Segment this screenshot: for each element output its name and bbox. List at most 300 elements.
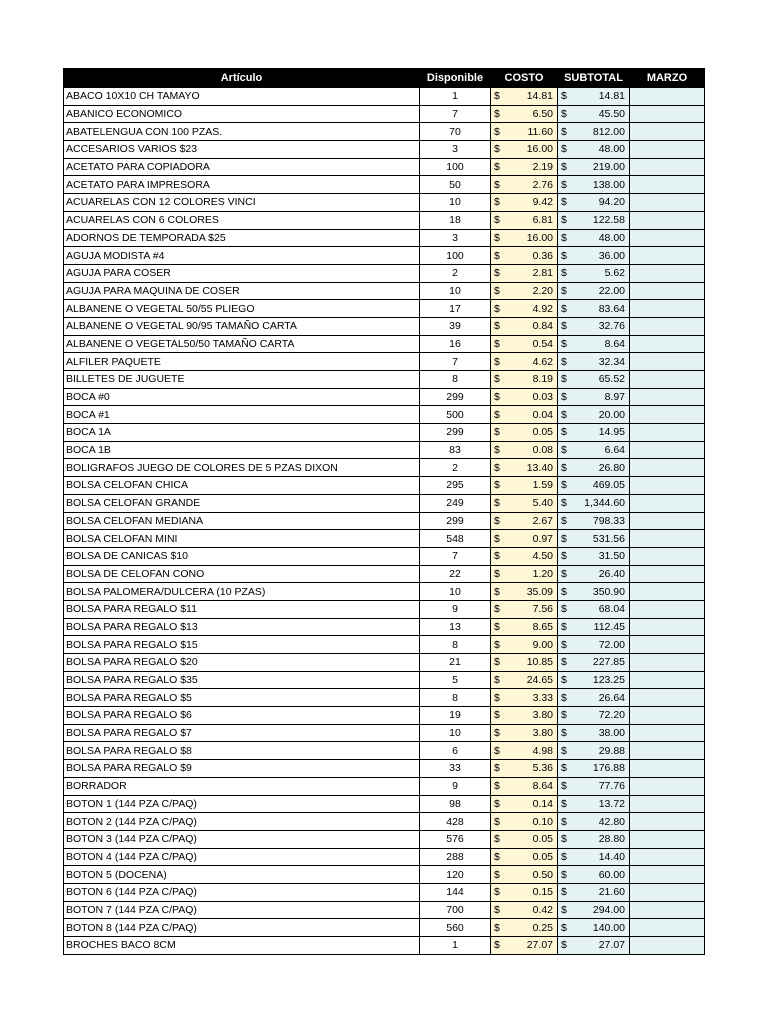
cell-disponible[interactable]: 10 <box>420 194 491 212</box>
cell-marzo[interactable] <box>630 530 705 548</box>
cell-articulo[interactable]: BOLSA CELOFAN MEDIANA <box>64 512 420 530</box>
cell-marzo[interactable] <box>630 88 705 106</box>
subtotal-amount: 140.00 <box>592 921 625 934</box>
cell-subtotal[interactable] <box>558 388 630 406</box>
cell-articulo[interactable]: ACETATO PARA COPIADORA <box>64 158 420 176</box>
cell-articulo[interactable]: BOTON 6 (144 PZA C/PAQ) <box>64 883 420 901</box>
cell-articulo[interactable]: ACUARELAS CON 6 COLORES <box>64 211 420 229</box>
cell-costo[interactable] <box>491 830 558 848</box>
cell-disponible[interactable]: 500 <box>420 406 491 424</box>
subtotal-amount: 122.58 <box>592 214 625 227</box>
cell-articulo[interactable]: AGUJA MODISTA #4 <box>64 247 420 265</box>
cell-marzo[interactable] <box>630 211 705 229</box>
cell-costo[interactable] <box>491 247 558 265</box>
cell-costo[interactable] <box>491 300 558 318</box>
cell-subtotal[interactable] <box>558 264 630 282</box>
cell-disponible[interactable]: 700 <box>420 901 491 919</box>
cell-articulo[interactable]: BOLSA PARA REGALO $15 <box>64 636 420 654</box>
costo-amount: 0.36 <box>532 249 553 262</box>
costo-amount: 0.14 <box>532 797 553 810</box>
cell-disponible[interactable]: 5 <box>420 671 491 689</box>
cell-articulo[interactable]: BOLSA PARA REGALO $35 <box>64 671 420 689</box>
cell-costo[interactable] <box>491 158 558 176</box>
currency-symbol: $ <box>494 903 500 916</box>
table-row <box>64 866 705 884</box>
cell-costo[interactable] <box>491 371 558 389</box>
cell-marzo[interactable] <box>630 158 705 176</box>
cell-costo[interactable] <box>491 777 558 795</box>
currency-symbol: $ <box>494 727 500 740</box>
cell-costo[interactable] <box>491 689 558 707</box>
cell-subtotal[interactable] <box>558 317 630 335</box>
cell-marzo[interactable] <box>630 760 705 778</box>
cell-marzo[interactable] <box>630 742 705 760</box>
cell-disponible[interactable]: 9 <box>420 600 491 618</box>
cell-costo[interactable] <box>491 707 558 725</box>
cell-disponible[interactable]: 100 <box>420 247 491 265</box>
cell-articulo[interactable]: ALBANENE O VEGETAL 50/55 PLIEGO <box>64 300 420 318</box>
cell-subtotal[interactable] <box>558 565 630 583</box>
currency-symbol: $ <box>494 939 500 952</box>
cell-subtotal[interactable] <box>558 176 630 194</box>
cell-costo[interactable] <box>491 406 558 424</box>
cell-subtotal[interactable] <box>558 141 630 159</box>
cell-marzo[interactable] <box>630 565 705 583</box>
cell-costo[interactable] <box>491 194 558 212</box>
cell-marzo[interactable] <box>630 371 705 389</box>
cell-costo[interactable] <box>491 671 558 689</box>
cell-costo[interactable] <box>491 459 558 477</box>
currency-symbol: $ <box>561 603 567 616</box>
currency-symbol: $ <box>561 833 567 846</box>
cell-disponible[interactable]: 295 <box>420 477 491 495</box>
table-row <box>64 388 705 406</box>
cell-subtotal[interactable] <box>558 724 630 742</box>
cell-costo[interactable] <box>491 866 558 884</box>
cell-marzo[interactable] <box>630 777 705 795</box>
costo-value <box>493 550 555 562</box>
cell-articulo[interactable]: BOLSA PARA REGALO $8 <box>64 742 420 760</box>
cell-costo[interactable] <box>491 264 558 282</box>
cell-articulo[interactable]: BOCA #0 <box>64 388 420 406</box>
cell-disponible[interactable]: 22 <box>420 565 491 583</box>
cell-marzo[interactable] <box>630 654 705 672</box>
cell-articulo[interactable]: ABANICO ECONOMICO <box>64 105 420 123</box>
subtotal-value <box>560 267 627 279</box>
cell-subtotal[interactable] <box>558 353 630 371</box>
cell-marzo[interactable] <box>630 282 705 300</box>
cell-marzo[interactable] <box>630 512 705 530</box>
cell-subtotal[interactable] <box>558 671 630 689</box>
cell-marzo[interactable] <box>630 830 705 848</box>
cell-articulo[interactable]: BOLSA PARA REGALO $9 <box>64 760 420 778</box>
cell-marzo[interactable] <box>630 866 705 884</box>
cell-disponible[interactable]: 98 <box>420 795 491 813</box>
cell-disponible[interactable]: 299 <box>420 424 491 442</box>
cell-costo[interactable] <box>491 477 558 495</box>
cell-marzo[interactable] <box>630 459 705 477</box>
inventory-table <box>63 68 705 955</box>
cell-costo[interactable] <box>491 494 558 512</box>
cell-marzo[interactable] <box>630 883 705 901</box>
cell-marzo[interactable] <box>630 317 705 335</box>
cell-articulo[interactable]: BORRADOR <box>64 777 420 795</box>
cell-marzo[interactable] <box>630 547 705 565</box>
cell-articulo[interactable]: BOLSA PARA REGALO $13 <box>64 618 420 636</box>
cell-disponible[interactable]: 2 <box>420 459 491 477</box>
cell-subtotal[interactable] <box>558 901 630 919</box>
cell-costo[interactable] <box>491 583 558 601</box>
cell-articulo[interactable]: BOTON 7 (144 PZA C/PAQ) <box>64 901 420 919</box>
cell-articulo[interactable]: AGUJA PARA COSER <box>64 264 420 282</box>
currency-symbol: $ <box>561 868 567 881</box>
cell-marzo[interactable] <box>630 424 705 442</box>
subtotal-amount: 8.64 <box>604 337 625 350</box>
cell-marzo[interactable] <box>630 141 705 159</box>
table-row <box>64 176 705 194</box>
cell-marzo[interactable] <box>630 901 705 919</box>
cell-articulo[interactable]: ABACO 10X10 CH TAMAYO <box>64 88 420 106</box>
cell-disponible[interactable]: 3 <box>420 141 491 159</box>
cell-subtotal[interactable] <box>558 654 630 672</box>
cell-disponible[interactable]: 21 <box>420 654 491 672</box>
cell-articulo[interactable]: ALBANENE O VEGETAL50/50 TAMAÑO CARTA <box>64 335 420 353</box>
costo-value <box>493 816 555 828</box>
cell-marzo[interactable] <box>630 247 705 265</box>
cell-marzo[interactable] <box>630 848 705 866</box>
cell-subtotal[interactable] <box>558 707 630 725</box>
cell-articulo[interactable]: BOLIGRAFOS JUEGO DE COLORES DE 5 PZAS DIXON <box>64 459 420 477</box>
cell-disponible[interactable]: 3 <box>420 229 491 247</box>
table-row <box>64 600 705 618</box>
subtotal-value <box>560 285 627 297</box>
cell-disponible[interactable]: 560 <box>420 919 491 937</box>
cell-subtotal[interactable] <box>558 477 630 495</box>
cell-subtotal[interactable] <box>558 229 630 247</box>
cell-marzo[interactable] <box>630 229 705 247</box>
cell-disponible[interactable]: 10 <box>420 724 491 742</box>
cell-disponible[interactable]: 1 <box>420 88 491 106</box>
cell-marzo[interactable] <box>630 689 705 707</box>
cell-disponible[interactable]: 50 <box>420 176 491 194</box>
header-subtotal: SUBTOTAL <box>558 69 630 88</box>
cell-disponible[interactable]: 8 <box>420 689 491 707</box>
cell-costo[interactable] <box>491 141 558 159</box>
cell-disponible[interactable]: 8 <box>420 371 491 389</box>
cell-marzo[interactable] <box>630 707 705 725</box>
cell-costo[interactable] <box>491 636 558 654</box>
cell-disponible[interactable]: 576 <box>420 830 491 848</box>
cell-articulo[interactable]: BOLSA DE CELOFAN CONO <box>64 565 420 583</box>
currency-symbol: $ <box>561 497 567 510</box>
cell-subtotal[interactable] <box>558 618 630 636</box>
cell-disponible[interactable]: 120 <box>420 866 491 884</box>
cell-subtotal[interactable] <box>558 919 630 937</box>
cell-subtotal[interactable] <box>558 459 630 477</box>
cell-marzo[interactable] <box>630 636 705 654</box>
cell-costo[interactable] <box>491 883 558 901</box>
subtotal-value <box>560 568 627 580</box>
cell-marzo[interactable] <box>630 724 705 742</box>
cell-disponible[interactable]: 249 <box>420 494 491 512</box>
cell-costo[interactable] <box>491 88 558 106</box>
cell-articulo[interactable]: BOLSA PALOMERA/DULCERA (10 PZAS) <box>64 583 420 601</box>
cell-articulo[interactable]: BOTON 8 (144 PZA C/PAQ) <box>64 919 420 937</box>
cell-articulo[interactable]: BOLSA DE CANICAS $10 <box>64 547 420 565</box>
costo-amount: 2.19 <box>532 161 553 174</box>
cell-costo[interactable] <box>491 618 558 636</box>
cell-costo[interactable] <box>491 530 558 548</box>
table-row <box>64 194 705 212</box>
cell-subtotal[interactable] <box>558 123 630 141</box>
cell-subtotal[interactable] <box>558 247 630 265</box>
cell-articulo[interactable]: BOLSA CELOFAN MINI <box>64 530 420 548</box>
cell-subtotal[interactable] <box>558 760 630 778</box>
costo-amount: 2.81 <box>532 267 553 280</box>
cell-articulo[interactable]: BOTON 2 (144 PZA C/PAQ) <box>64 813 420 831</box>
cell-subtotal[interactable] <box>558 88 630 106</box>
cell-costo[interactable] <box>491 742 558 760</box>
cell-disponible[interactable]: 9 <box>420 777 491 795</box>
cell-articulo[interactable]: BOCA #1 <box>64 406 420 424</box>
cell-disponible[interactable]: 2 <box>420 264 491 282</box>
cell-marzo[interactable] <box>630 441 705 459</box>
cell-articulo[interactable]: BOTON 5 (DOCENA) <box>64 866 420 884</box>
cell-subtotal[interactable] <box>558 777 630 795</box>
cell-costo[interactable] <box>491 919 558 937</box>
cell-costo[interactable] <box>491 813 558 831</box>
cell-costo[interactable] <box>491 600 558 618</box>
costo-value <box>493 320 555 332</box>
costo-value <box>493 285 555 297</box>
cell-articulo[interactable]: BOLSA PARA REGALO $11 <box>64 600 420 618</box>
cell-articulo[interactable]: BOCA 1B <box>64 441 420 459</box>
cell-articulo[interactable]: ACETATO PARA IMPRESORA <box>64 176 420 194</box>
cell-articulo[interactable]: BOTON 4 (144 PZA C/PAQ) <box>64 848 420 866</box>
currency-symbol: $ <box>494 196 500 209</box>
cell-subtotal[interactable] <box>558 335 630 353</box>
cell-disponible[interactable]: 8 <box>420 636 491 654</box>
currency-symbol: $ <box>561 762 567 775</box>
cell-costo[interactable] <box>491 547 558 565</box>
cell-marzo[interactable] <box>630 105 705 123</box>
costo-value <box>493 533 555 545</box>
cell-costo[interactable] <box>491 211 558 229</box>
cell-subtotal[interactable] <box>558 795 630 813</box>
cell-articulo[interactable]: BILLETES DE JUGUETE <box>64 371 420 389</box>
cell-subtotal[interactable] <box>558 636 630 654</box>
cell-subtotal[interactable] <box>558 830 630 848</box>
cell-disponible[interactable]: 100 <box>420 158 491 176</box>
cell-disponible[interactable]: 7 <box>420 547 491 565</box>
costo-value <box>493 179 555 191</box>
cell-subtotal[interactable] <box>558 866 630 884</box>
cell-disponible[interactable]: 33 <box>420 760 491 778</box>
cell-disponible[interactable]: 299 <box>420 388 491 406</box>
currency-symbol: $ <box>561 196 567 209</box>
cell-marzo[interactable] <box>630 618 705 636</box>
header-costo: COSTO <box>491 69 558 88</box>
cell-disponible[interactable]: 7 <box>420 105 491 123</box>
cell-marzo[interactable] <box>630 813 705 831</box>
table-row <box>64 565 705 583</box>
cell-costo[interactable] <box>491 353 558 371</box>
cell-subtotal[interactable] <box>558 600 630 618</box>
cell-marzo[interactable] <box>630 583 705 601</box>
subtotal-amount: 77.76 <box>598 780 625 793</box>
costo-value <box>493 727 555 739</box>
costo-amount: 0.05 <box>532 850 553 863</box>
cell-costo[interactable] <box>491 654 558 672</box>
cell-subtotal[interactable] <box>558 371 630 389</box>
cell-costo[interactable] <box>491 317 558 335</box>
subtotal-amount: 60.00 <box>598 868 625 881</box>
cell-articulo[interactable]: BOLSA CELOFAN CHICA <box>64 477 420 495</box>
subtotal-amount: 20.00 <box>598 408 625 421</box>
costo-value <box>493 603 555 615</box>
cell-disponible[interactable]: 39 <box>420 317 491 335</box>
cell-disponible[interactable]: 1 <box>420 937 491 955</box>
cell-costo[interactable] <box>491 937 558 955</box>
cell-costo[interactable] <box>491 901 558 919</box>
cell-subtotal[interactable] <box>558 512 630 530</box>
subtotal-value <box>560 833 627 845</box>
cell-subtotal[interactable] <box>558 583 630 601</box>
cell-subtotal[interactable] <box>558 883 630 901</box>
cell-articulo[interactable]: BROCHES BACO 8CM <box>64 937 420 955</box>
cell-disponible[interactable]: 70 <box>420 123 491 141</box>
cell-marzo[interactable] <box>630 388 705 406</box>
cell-marzo[interactable] <box>630 264 705 282</box>
costo-value <box>493 126 555 138</box>
cell-subtotal[interactable] <box>558 211 630 229</box>
cell-marzo[interactable] <box>630 795 705 813</box>
cell-disponible[interactable]: 299 <box>420 512 491 530</box>
cell-costo[interactable] <box>491 565 558 583</box>
cell-articulo[interactable]: BOLSA PARA REGALO $7 <box>64 724 420 742</box>
cell-marzo[interactable] <box>630 194 705 212</box>
cell-articulo[interactable]: ACUARELAS CON 12 COLORES VINCI <box>64 194 420 212</box>
cell-articulo[interactable]: ALFILER PAQUETE <box>64 353 420 371</box>
cell-costo[interactable] <box>491 176 558 194</box>
cell-marzo[interactable] <box>630 335 705 353</box>
cell-subtotal[interactable] <box>558 105 630 123</box>
cell-disponible[interactable]: 10 <box>420 583 491 601</box>
cell-disponible[interactable]: 17 <box>420 300 491 318</box>
cell-costo[interactable] <box>491 229 558 247</box>
cell-subtotal[interactable] <box>558 530 630 548</box>
cell-marzo[interactable] <box>630 176 705 194</box>
cell-costo[interactable] <box>491 724 558 742</box>
cell-marzo[interactable] <box>630 300 705 318</box>
cell-articulo[interactable]: BOTON 1 (144 PZA C/PAQ) <box>64 795 420 813</box>
table-row <box>64 512 705 530</box>
subtotal-amount: 26.64 <box>598 691 625 704</box>
cell-subtotal[interactable] <box>558 689 630 707</box>
cell-disponible[interactable]: 10 <box>420 282 491 300</box>
cell-subtotal[interactable] <box>558 300 630 318</box>
cell-disponible[interactable]: 19 <box>420 707 491 725</box>
cell-subtotal[interactable] <box>558 494 630 512</box>
cell-costo[interactable] <box>491 848 558 866</box>
cell-costo[interactable] <box>491 123 558 141</box>
cell-subtotal[interactable] <box>558 424 630 442</box>
cell-subtotal[interactable] <box>558 441 630 459</box>
cell-disponible[interactable]: 18 <box>420 211 491 229</box>
cell-subtotal[interactable] <box>558 282 630 300</box>
cell-marzo[interactable] <box>630 353 705 371</box>
cell-marzo[interactable] <box>630 919 705 937</box>
cell-marzo[interactable] <box>630 600 705 618</box>
cell-articulo[interactable]: BOLSA CELOFAN GRANDE <box>64 494 420 512</box>
cell-subtotal[interactable] <box>558 406 630 424</box>
cell-marzo[interactable] <box>630 477 705 495</box>
cell-costo[interactable] <box>491 441 558 459</box>
currency-symbol: $ <box>561 284 567 297</box>
cell-disponible[interactable]: 288 <box>420 848 491 866</box>
cell-disponible[interactable]: 83 <box>420 441 491 459</box>
cell-subtotal[interactable] <box>558 158 630 176</box>
costo-amount: 0.15 <box>532 886 553 899</box>
table-row <box>64 335 705 353</box>
cell-articulo[interactable]: ALBANENE O VEGETAL 90/95 TAMAÑO CARTA <box>64 317 420 335</box>
cell-disponible[interactable]: 13 <box>420 618 491 636</box>
cell-articulo[interactable]: ACCESARIOS VARIOS $23 <box>64 141 420 159</box>
currency-symbol: $ <box>561 550 567 563</box>
cell-disponible[interactable]: 6 <box>420 742 491 760</box>
cell-disponible[interactable]: 144 <box>420 883 491 901</box>
cell-articulo[interactable]: BOLSA PARA REGALO $6 <box>64 707 420 725</box>
cell-costo[interactable] <box>491 760 558 778</box>
cell-costo[interactable] <box>491 388 558 406</box>
cell-marzo[interactable] <box>630 406 705 424</box>
subtotal-value <box>560 550 627 562</box>
cell-articulo[interactable]: ABATELENGUA CON 100 PZAS. <box>64 123 420 141</box>
cell-subtotal[interactable] <box>558 937 630 955</box>
cell-subtotal[interactable] <box>558 813 630 831</box>
cell-marzo[interactable] <box>630 494 705 512</box>
cell-disponible[interactable]: 428 <box>420 813 491 831</box>
cell-costo[interactable] <box>491 795 558 813</box>
cell-marzo[interactable] <box>630 123 705 141</box>
cell-articulo[interactable]: BOCA 1A <box>64 424 420 442</box>
cell-subtotal[interactable] <box>558 194 630 212</box>
cell-costo[interactable] <box>491 105 558 123</box>
currency-symbol: $ <box>494 231 500 244</box>
cell-subtotal[interactable] <box>558 848 630 866</box>
cell-costo[interactable] <box>491 282 558 300</box>
cell-marzo[interactable] <box>630 671 705 689</box>
currency-symbol: $ <box>561 479 567 492</box>
subtotal-value <box>560 939 627 951</box>
cell-subtotal[interactable] <box>558 547 630 565</box>
subtotal-amount: 176.88 <box>592 762 625 775</box>
cell-marzo[interactable] <box>630 937 705 955</box>
cell-subtotal[interactable] <box>558 742 630 760</box>
cell-articulo[interactable]: BOLSA PARA REGALO $20 <box>64 654 420 672</box>
cell-disponible[interactable]: 16 <box>420 335 491 353</box>
cell-articulo[interactable]: BOLSA PARA REGALO $5 <box>64 689 420 707</box>
cell-costo[interactable] <box>491 335 558 353</box>
table-row <box>64 141 705 159</box>
cell-costo[interactable] <box>491 512 558 530</box>
cell-articulo[interactable]: BOTON 3 (144 PZA C/PAQ) <box>64 830 420 848</box>
cell-disponible[interactable]: 7 <box>420 353 491 371</box>
cell-articulo[interactable]: ADORNOS DE TEMPORADA $25 <box>64 229 420 247</box>
cell-articulo[interactable]: AGUJA PARA MAQUINA DE COSER <box>64 282 420 300</box>
cell-costo[interactable] <box>491 424 558 442</box>
cell-disponible[interactable]: 548 <box>420 530 491 548</box>
